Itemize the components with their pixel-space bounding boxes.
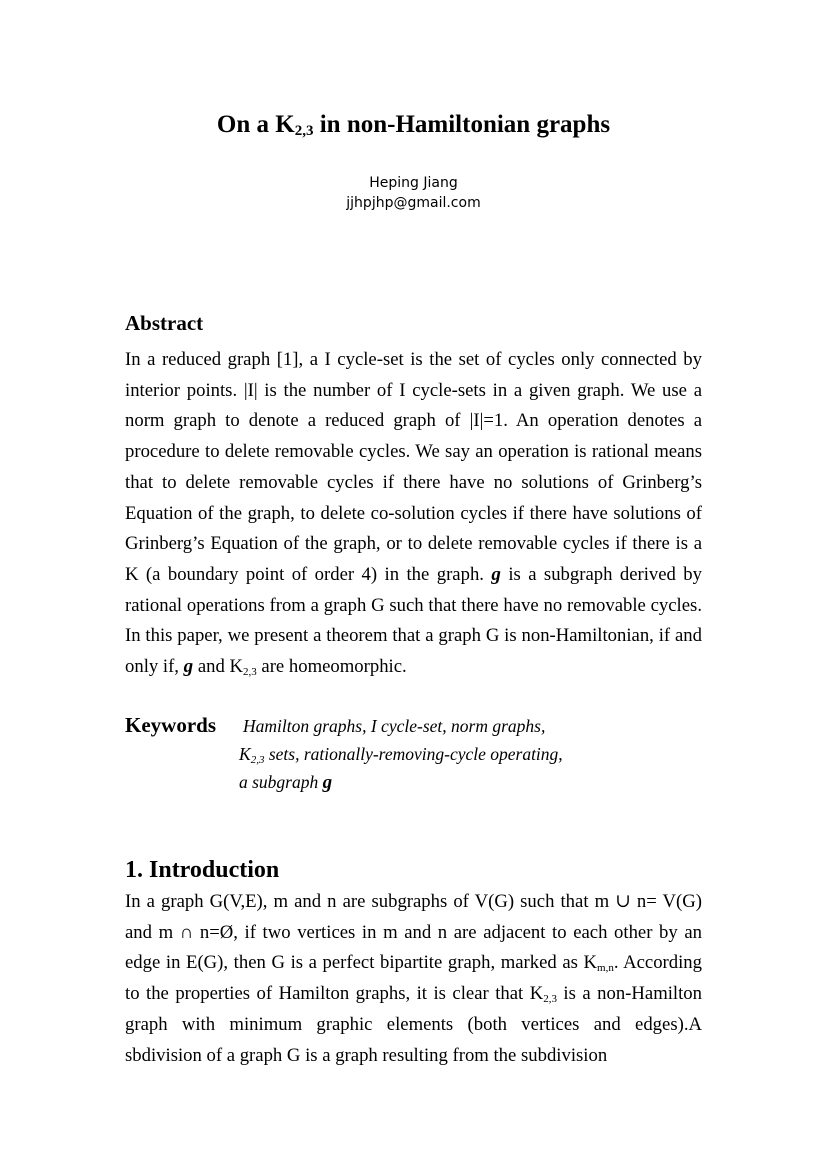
- keywords-k-subscript: 2,3: [250, 754, 265, 766]
- author-name: Heping Jiang: [369, 175, 458, 191]
- author-email: jjhpjhp@gmail.com: [346, 195, 481, 211]
- keywords-line-2-rest: sets, rationally-removing-cycle operating,: [264, 744, 563, 764]
- title-prefix: On a K: [216, 111, 295, 138]
- abstract-text-3: and K: [193, 656, 243, 678]
- abstract-k-subscript: 2,3: [242, 666, 257, 679]
- abstract-text-4: are homeomorphic.: [256, 656, 407, 678]
- abstract-paragraph: [125, 345, 702, 683]
- g-symbol: g: [322, 772, 333, 793]
- intro-text-3: is a non-Hamilton graph with minimum graphic elements (both vertices and edges).A sbdivision of a graph G is a graph resulting from the subdivision: [125, 983, 702, 1066]
- title-suffix: in non-Hamiltonian graphs: [313, 111, 611, 138]
- introduction-paragraph: [125, 887, 702, 1071]
- intro-k23-subscript: 2,3: [543, 993, 557, 1006]
- keywords-label: Keywords: [125, 713, 216, 737]
- title-subscript: 2,3: [294, 123, 314, 139]
- abstract-text-2: is a subgraph derived by rational operations from a graph G such that there have no removable cycles. In this paper, we present a theorem that a graph G is non-Hamiltonian, if and only if,: [125, 563, 702, 678]
- keywords-line-1: Hamilton graphs, I cycle-set, norm graphs,: [243, 716, 546, 736]
- g-symbol: g: [183, 656, 194, 678]
- g-symbol: g: [491, 563, 501, 585]
- keywords-line-3: [239, 768, 709, 798]
- keywords-line-3-text: a subgraph: [239, 772, 323, 792]
- keywords-k: K: [239, 744, 251, 764]
- intro-text-1: In a graph G(V,E), m and n are subgraphs of V(G) such that m ∪ n= V(G) and m ∩ n=Ø, if two vertices in m and n are adjacent to each other by an edge in E(G), then G is a perfect bipartite graph, marked as K: [125, 891, 702, 974]
- intro-kmn-subscript: m,n: [597, 962, 614, 975]
- abstract-text-1: In a reduced graph [1], a I cycle-set is the set of cycles only connected by interior points. |I| is the number of I cycle-sets in a given graph. We use a norm graph to denote a reduced graph of |I|=1. An operation denotes a procedure to delete removable cycles. We say an operation is rational means that to delete removable cycles if there have no solutions of Grinberg’s Equation of the graph, to delete co-solution cycles if there have solutions of Grinberg’s Equation of the graph, or to delete removable cycles if there is a K (a boundary point of order 4) in the graph.: [125, 349, 702, 585]
- abstract-heading: Abstract: [125, 311, 204, 335]
- introduction-heading: 1. Introduction: [125, 857, 280, 883]
- intro-text-2: . According to the properties of Hamilton graphs, it is clear that K: [125, 952, 702, 1005]
- paper-title: [0, 108, 827, 142]
- keywords-line-2: [239, 740, 709, 769]
